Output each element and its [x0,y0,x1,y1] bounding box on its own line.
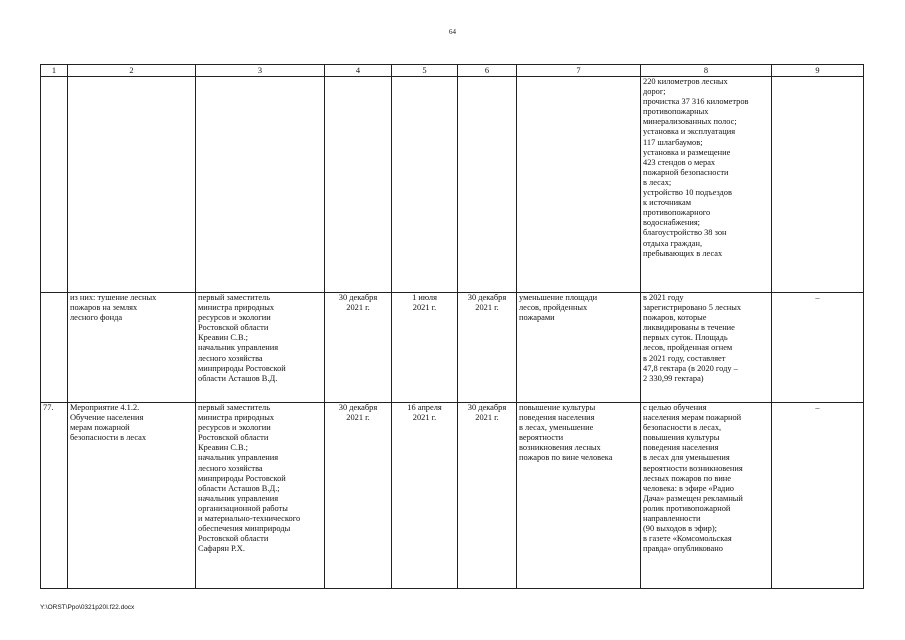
cell-remarks: – [772,403,864,589]
cell-responsible [196,77,325,293]
table-row [41,403,864,589]
table-header-row [41,65,864,77]
cell-responsible: первый заместитель министра природных ресурсов и экологии Ростовской области Креавин С.В.; начальник управления лесного хозяйства минприроды Ростовской области Асташов В.Д. [196,293,325,403]
table-row [41,293,864,403]
header-cell: 7 [517,65,641,77]
file-path-footer: Y:\ORST\Ppo\0321p20I.f22.docx [40,604,135,611]
cell-remarks: – [772,293,864,403]
cell-expected-result: уменьшение площади лесов, пройденных пожарами [517,293,641,403]
header-cell: 4 [325,65,392,77]
header-cell: 1 [41,65,68,77]
cell-number [41,293,68,403]
cell-number: 77. [41,403,68,589]
cell-number [41,77,68,293]
header-cell: 8 [641,65,772,77]
cell-actual-result: с целью обучения населения мерам пожарной безопасности в лесах, повышения культуры поведения населения в лесах для уменьшения вероятности возникновения лесных пожаров по вине человека: в эфире «Радио Дача» размещен рекламный ролик противопожарной направленности (90 выходов в эфир); в газете «Комсомольская правда» опубликовано [641,403,772,589]
cell-actual-result: 220 километров лесных дорог; прочистка 37 316 километров противопожарных минерализованных полос; установка и эксплуатация 117 шлагбаумов; установка и размещение 423 стендов о мерах пожарной безопасности в лесах; устройство 10 подъездов к источникам противопожарного водоснабжения; благоустройство 38 зон отдыха граждан, пребывающих в лесах [641,77,772,293]
cell-start-date: 16 апреля 2021 г. [392,403,458,589]
header-cell: 9 [772,65,864,77]
header-cell: 3 [196,65,325,77]
header-cell: 5 [392,65,458,77]
cell-measure: Мероприятие 4.1.2. Обучение населения мерам пожарной безопасности в лесах [68,403,196,589]
cell-end-date: 30 декабря 2021 г. [458,403,517,589]
cell-start-date [392,77,458,293]
cell-remarks [772,77,864,293]
cell-measure: из них: тушение лесных пожаров на землях лесного фонда [68,293,196,403]
report-table [40,64,864,589]
cell-measure [68,77,196,293]
cell-responsible: первый заместитель министра природных ресурсов и экологии Ростовской области Креавин С.В.; начальник управления лесного хозяйства минприроды Ростовской области Асташов В.Д.; начальник управления организационной работы и материально-технического обеспечения минприроды Ростовской области Сафарян Р.Х. [196,403,325,589]
cell-end-date [458,77,517,293]
header-cell: 2 [68,65,196,77]
cell-expected-result [517,77,641,293]
cell-actual-result: в 2021 году зарегистрировано 5 лесных пожаров, которые ликвидированы в течение первых суток. Площадь лесов, пройденная огнем в 2021 году, составляет 47,8 гектара (в 2020 году – 2 330,99 гектара) [641,293,772,403]
cell-end-date: 30 декабря 2021 г. [458,293,517,403]
cell-expected-result: повышение культуры поведения населения в лесах, уменьшение вероятности возникновения лесных пожаров по вине человека [517,403,641,589]
header-cell: 6 [458,65,517,77]
cell-planned-date: 30 декабря 2021 г. [325,403,392,589]
table-row [41,77,864,293]
cell-planned-date [325,77,392,293]
cell-planned-date: 30 декабря 2021 г. [325,293,392,403]
page-number: 64 [449,28,456,36]
cell-start-date: 1 июля 2021 г. [392,293,458,403]
